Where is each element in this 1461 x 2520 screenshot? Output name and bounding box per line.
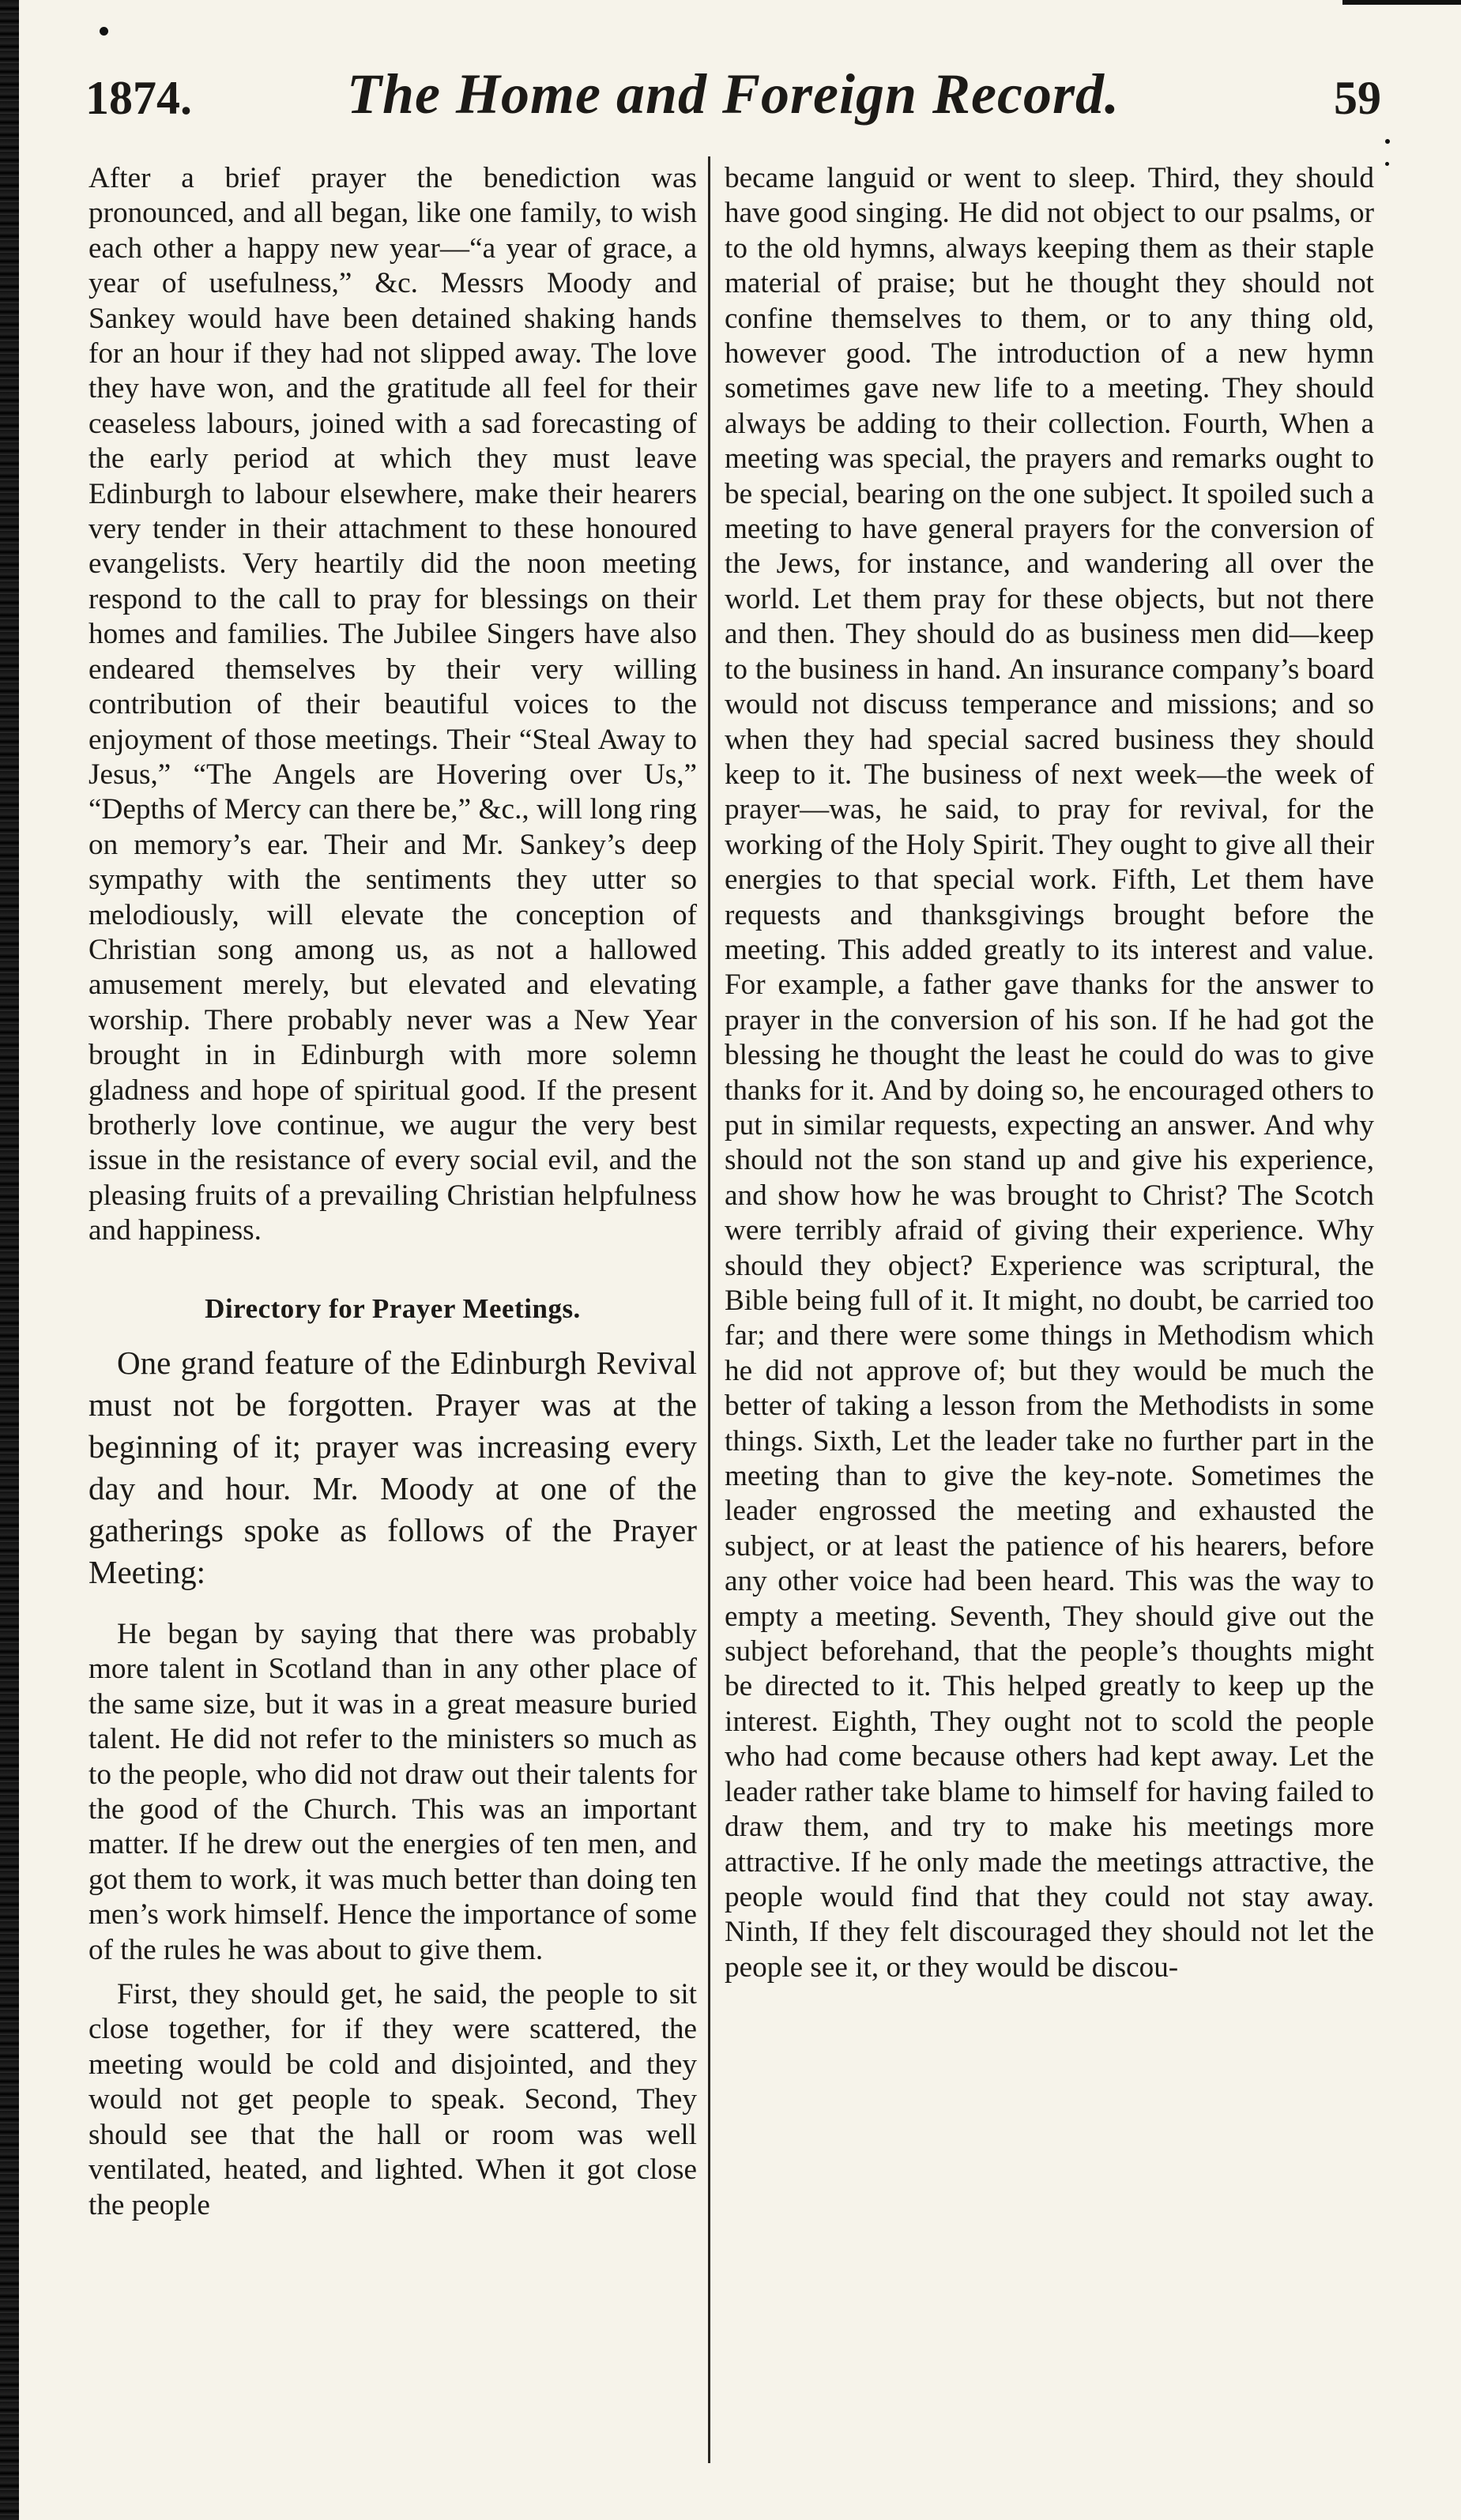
column-divider	[708, 156, 710, 2463]
ink-speck	[100, 27, 108, 36]
left-paragraph-2: One grand feature of the Edinburgh Revival must not be forgotten. Prayer was at the beginning of it; prayer was increasing every day and hour. Mr. Moody at one of the gatherings spoke as follows of the Prayer Meeting:	[88, 1345, 697, 1590]
left-paragraph-3: He began by saying that there was probably more talent in Scotland than in any other place of the same size, but it was in a great measure buried talent. He did not refer to the ministers so much as to the people, who did not draw out their talents for the good of the Church. This was an important matter. If he drew out the energies of ten men, and got them to work, it was much better than doing ten men’s work himself. Hence the importance of some of the rules he was about to give them.	[88, 1618, 697, 1966]
left-paragraph-1: After a brief prayer the benediction was pronounced, and all began, like one family, to wish each other a happy new year—“a year of grace, a year of usefulness,” &c. Messrs Moody and Sankey would have been detained shaking hands for an hour if they had not slipped away. The love they have won, and the gratitude all feel for their ceaseless labours, joined with a sad forecasting of the early period at which they must leave Edinburgh to labour elsewhere, make their hearers very tender in their attachment to these honoured evangelists. Very heartily did the noon meeting respond to the call to pray for blessings on their homes and families. The Jubilee Singers have also endeared themselves by their very willing contribution of their beautiful voices to the enjoyment of those meetings. Their “Steal Away to Jesus,” “The Angels are Hovering over Us,” “Depths of Mercy can there be,” &c., will long ring on memory’s ear. Their and Mr. Sankey’s deep sympathy with the sentiments they utter so melodiously, will elevate the conception of Christian song among us, as not a hallowed amusement merely, but elevated and elevating worship. There probably never was a New Year brought in in Edinburgh with more solemn gladness and hope of spiritual good. If the present brotherly love continue, we augur the very best issue in the resistance of every social evil, and the pleasing fruits of a prevailing Christian helpfulness and happiness.	[88, 162, 697, 1247]
right-paragraph-1: became languid or went to sleep. Third, they should have good singing. He did not object to our psalms, or to the old hymns, always keeping them as their staple material of praise; but he thought they should not confine themselves to them, or to any thing old, however good. The introduction of a new hymn sometimes gave new life to a meeting. They should always be adding to their collection. Fourth, When a meeting was special, the prayers and remarks ought to be special, bearing on the one subject. It spoiled such a meeting to have general prayers for the conversion of the Jews, for instance, and wandering all over the world. Let them pray for these objects, but not there and then. They should do as business men did—keep to the business in hand. An insurance company’s board would not discuss temperance and missions; and so when they had special sacred business they should keep to it. The business of next week—the week of prayer—was, he said, to pray for revival, for the working of the Holy Spirit. They ought to give all their energies to that special work. Fifth, Let them have requests and thanksgivings brought before the meeting. This added greatly to its interest and value. For example, a father gave thanks for the answer to prayer in the conversion of his son. If he had got the blessing he thought the least he could do was to give thanks for it. And by doing so, he encouraged others to put in similar requests, expecting an answer. And why should not the son stand up and give his experience, and show how he was brought to Christ? The Scotch were terribly afraid of giving their experience. Why should they object? Experience was scriptural, the Bible being full of it. It might, no doubt, be carried too far; and there were some things in Methodism which he did not approve of; but they would be much the better of taking a lesson from the Methodists in some things. Sixth, Let the leader take no further part in the meeting than to give the key-note. Sometimes the leader engrossed the meeting and exhausted the subject, or at least the patience of his hearers, before any other voice had been heard. This was the way to empty a meeting. Seventh, They should give out the subject beforehand, that the people’s thoughts might be directed to it. This helped greatly to keep up the interest. Eighth, They ought not to scold the people who had come because others had kept away. Let the leader rather take blame to himself for having failed to draw them, and try to make his meetings more attractive. If he only made the meetings attractive, the people would find that they could not stay away. Ninth, If they felt discouraged they should not let the people see it, or they would be discou-	[725, 162, 1374, 1984]
header-page-number: 59	[1334, 72, 1381, 124]
ink-speck	[1385, 162, 1389, 166]
left-paragraph-4: First, they should get, he said, the people to sit close together, for if they were scattered, the meeting would be cold and disjointed, and they would not get people to speak. Second, They should see that the hall or room was well ventilated, heated, and lighted. When it got close the people	[88, 1978, 697, 2221]
scanned-page-edge	[0, 0, 19, 2520]
right-column	[725, 161, 1374, 1985]
section-heading: Directory for Prayer Meetings.	[205, 1292, 581, 1324]
header-year: 1874.	[85, 72, 192, 124]
header-title: The Home and Foreign Record.	[347, 62, 1120, 126]
scanned-corner-mark	[1342, 0, 1461, 5]
ink-speck	[1385, 139, 1390, 144]
page-header	[85, 62, 1381, 156]
left-column	[88, 161, 697, 2223]
